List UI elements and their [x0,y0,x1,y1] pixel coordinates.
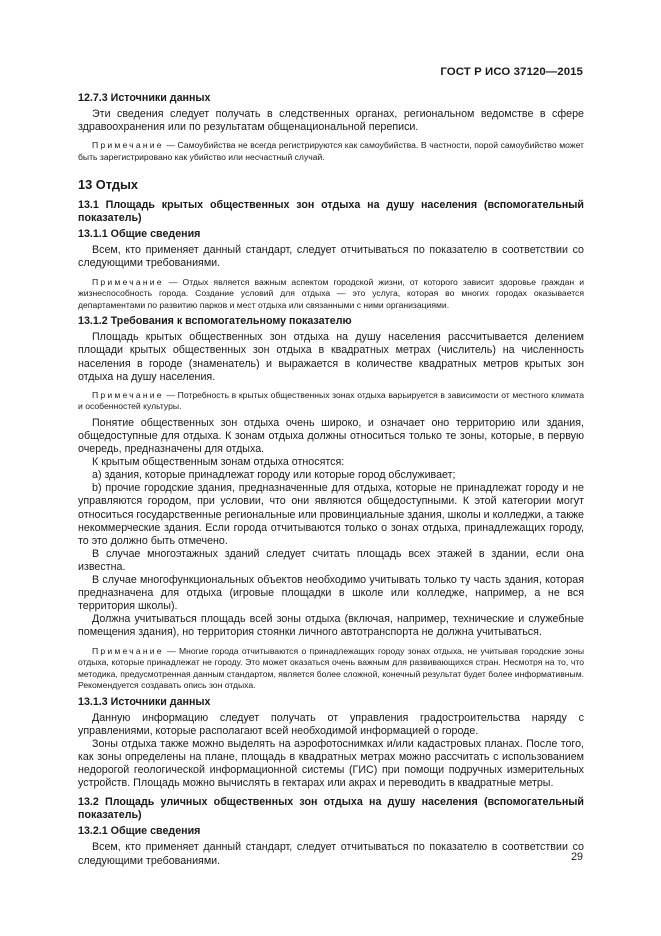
paragraph: Должна учитываться площадь всей зоны отдыха (включая, например, технические и служебные помещения здания), но территория стоянки личного автотранспорта не должна учитываться. [78,613,584,639]
standard-code: ГОСТ Р ИСО 37120—2015 [440,66,583,78]
note-text: — Самоубийства не всегда регистрируются как самоубийства. В частности, порой самоубийство может быть зарегистрировано как убийство или несчастный случай. [78,140,584,162]
note [78,140,584,163]
paragraph: Зоны отдыха также можно выделять на аэрофотоснимках и/или кадастровых планах. После того, как зоны определены на плане, площадь в квадратных метрах можно рассчитать с использованием недорогой геологической информационной системы (ГИС) при помощи подручных измерительных устройств. Площадь можно вычислять в гектарах или акрах и переводить в квадратные метры. [78,738,584,790]
paragraph: В случае многоэтажных зданий следует считать площадь всех этажей в здании, если она известна. [78,547,584,573]
paragraph: Всем, кто применяет данный стандарт, следует отчитываться по показателю в соответствии со следующими требованиями. [78,244,584,270]
note-label: Примечание [92,140,164,151]
heading-13: 13 Отдых [78,177,139,193]
page-number: 29 [571,851,583,863]
heading-13-2: 13.2 Площадь уличных общественных зон отдыха на душу населения (вспомогательный показатель) [78,796,584,822]
paragraph: К крытым общественным зонам отдыха относятся: [92,456,345,469]
note [78,646,584,692]
paragraph: В случае многофункциональных объектов необходимо учитывать только ту часть здания, которая предназначена для отдыха (игровые площадки в школе или колледже, например, а не вся территория школы). [78,574,584,613]
note-text: — Многие города отчитываются о принадлежащих городу зонах отдыха, не учитывая городские зоны отдыха, которые принадлежат не городу. Это может оказаться очень важным для развивающихся стран. Несмотря на то, что методика, предусмотренная данным стандартом, является более сложной, конечный результат будет более информативным. Рекомендуется создавать опись зон отдыха. [78,645,584,691]
note-label: Примечание [92,389,164,400]
paragraph: Площадь крытых общественных зон отдыха на душу населения рассчитывается делением площади крытых общественных зон отдыха в квадратных метрах (числитель) на численность населения в городе (знаменатель) и выражается в количестве квадратных метров крытых зон отдыха на душу населения. [78,331,584,383]
heading-13-2-1: 13.2.1 Общие сведения [78,825,201,838]
heading-13-1-3: 13.1.3 Источники данных [78,695,211,708]
heading-12-7-3: 12.7.3 Источники данных [78,92,211,104]
paragraph: Понятие общественных зон отдыха очень широко, и означает оно территорию или здания, общедоступные для отдыха. К зонам отдыха должны относиться только те зоны, которые, в первую очередь, предназначены для отдыха. [78,416,584,456]
note-text: — Отдых является важным аспектом городской жизни, от которого зависит здоровье граждан и жизнеспособность города. Создание условий для отдыха — это услуга, которая во многих городах оказывается департаментами по развитию парков и мест отдыха или связанными с ними организациями. [78,276,584,310]
note-label: Примечание [92,276,164,287]
paragraph: Всем, кто применяет данный стандарт, следует отчитываться по показателю в соответствии со следующими требованиями. [78,841,584,867]
page-content [78,92,584,868]
paragraph: Данную информацию следует получать от управления градостроительства наряду с управлениями, которые располагают всей необходимой информацией о городе. [78,711,584,737]
note-label: Примечание [92,645,164,656]
heading-13-1-1: 13.1.1 Общие сведения [78,228,201,241]
heading-13-1: 13.1 Площадь крытых общественных зон отдыха на душу населения (вспомогательный показатель) [78,199,584,225]
list-item-b: b) прочие городские здания, предназначенные для отдыха, которые не принадлежат городу и не управляются городом, при условии, что они являются общедоступными. К этой категории могут относиться государственные региональные или провинциальные здания, школы и колледжи, а также некоммерческие здания. Если города отчитываются только о зонах отдыха, принадлежащих городу, то это должно быть отмечено. [78,482,584,547]
paragraph: Эти сведения следует получать в следственных органах, региональном ведомстве в сфере здравоохранения или по результатам общенациональной переписи. [78,108,584,134]
note [78,277,584,312]
note-text: — Потребность в крытых общественных зонах отдыха варьируется в зависимости от местного климата и особенностей культуры. [78,389,584,412]
list-item-a: а) здания, которые принадлежат городу или которые город обслуживает; [92,469,456,482]
heading-13-1-2: 13.1.2 Требования к вспомогательному показателю [78,315,352,328]
note [78,390,584,413]
